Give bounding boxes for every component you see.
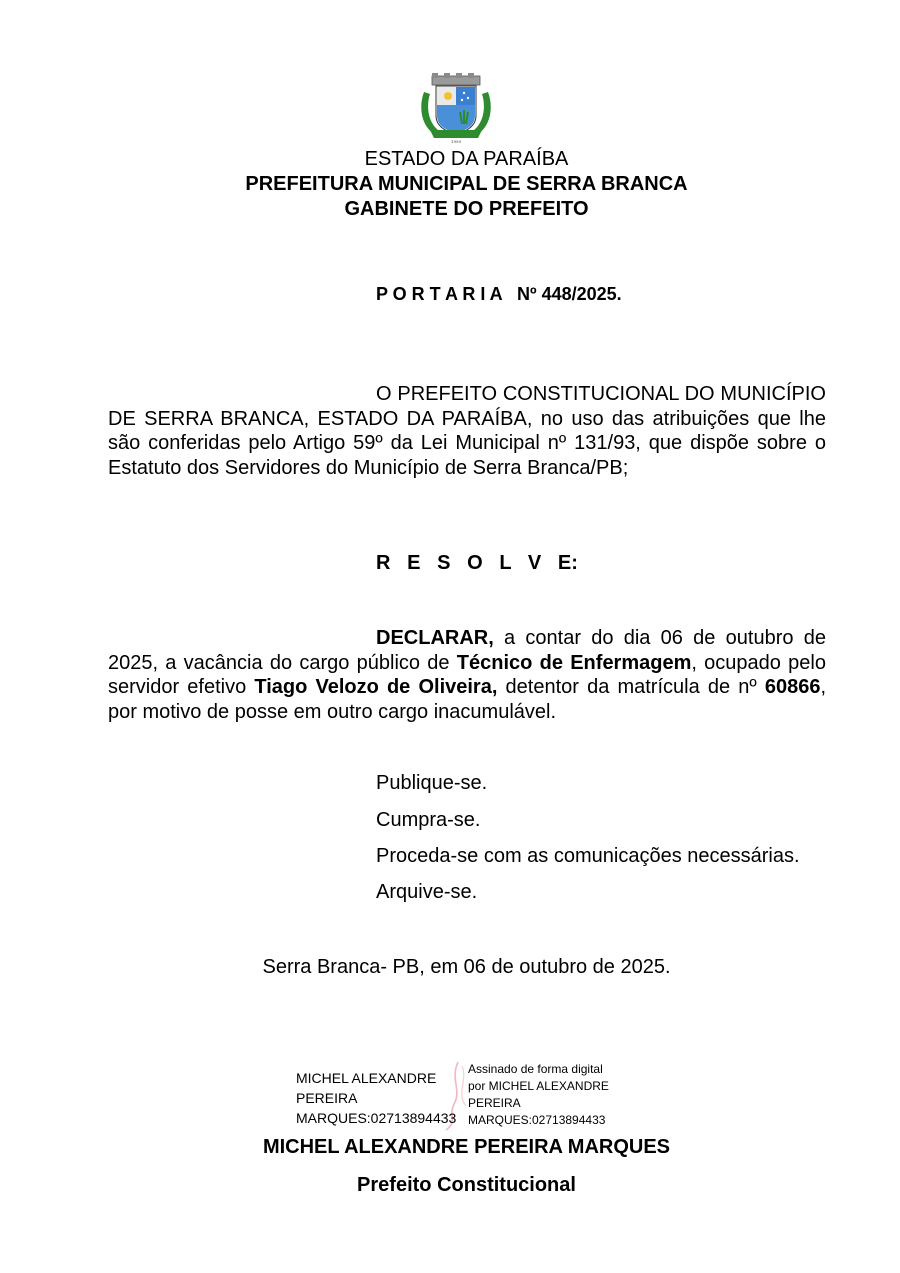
decision-paragraph bbox=[108, 626, 826, 724]
decision-text-4: , por motivo de posse em outro cargo inacumulável. bbox=[108, 676, 827, 723]
closing-line: Cumpra-se. bbox=[376, 809, 481, 831]
decision-cargo: Técnico de Enfermagem bbox=[456, 651, 692, 674]
decision-matricula: 60866 bbox=[764, 676, 821, 698]
decision-text-3: detentor da matrícula de nº bbox=[497, 676, 765, 698]
state-heading: ESTADO DA PARAÍBA bbox=[364, 148, 569, 170]
crest-year: 1959 bbox=[450, 139, 462, 144]
signer-role: Prefeito Constitucional bbox=[357, 1174, 576, 1196]
portaria-title: P O R T A R I A Nº 448/2025. bbox=[376, 284, 622, 304]
preamble-paragraph: O PREFEITO CONSTITUCIONAL DO MUNICÍPIO DE SERRA BRANCA, ESTADO DA PARAÍBA, no uso das atribuições que lhe são conferidas pelo Artigo 59º da Lei Municipal nº 131/93, que dispõe sobre o Estatuto dos Servidores do Município de Serra Branca/PB; bbox=[108, 383, 826, 479]
signature-right-line: Assinado de forma digital bbox=[468, 1062, 603, 1076]
digital-signature-name bbox=[296, 1068, 466, 1128]
signer-name: MICHEL ALEXANDRE PEREIRA MARQUES bbox=[262, 1136, 671, 1158]
decision-text-1: a contar do dia 06 de outubro de 2025, a vacância do cargo público de bbox=[108, 627, 826, 674]
closing-line: Arquive-se. bbox=[376, 881, 478, 903]
gabinete-heading: GABINETE DO PREFEITO bbox=[344, 198, 589, 220]
resolve-heading: R E S O L V E: bbox=[376, 552, 578, 574]
signature-left-line: PEREIRA bbox=[296, 1090, 358, 1106]
municipal-crest-icon bbox=[418, 72, 494, 144]
closing-line: Proceda-se com as comunicações necessárias. bbox=[376, 845, 800, 867]
prefeitura-heading: PREFEITURA MUNICIPAL DE SERRA BRANCA bbox=[245, 173, 688, 195]
signature-right-line: por MICHEL ALEXANDRE bbox=[468, 1079, 609, 1093]
closing-line: Publique-se. bbox=[376, 772, 488, 794]
digital-signature-info bbox=[468, 1061, 638, 1129]
decision-verb: DECLARAR, bbox=[376, 627, 494, 649]
decision-servidor: Tiago Velozo de Oliveira, bbox=[254, 676, 498, 698]
signature-right-line: MARQUES:02713894433 bbox=[468, 1113, 606, 1127]
place-date: Serra Branca- PB, em 06 de outubro de 2025. bbox=[262, 956, 671, 978]
signature-left-line: MARQUES:02713894433 bbox=[296, 1110, 457, 1126]
decision-text-2: , ocupado pelo servidor efetivo bbox=[108, 651, 826, 698]
signature-right-line: PEREIRA bbox=[468, 1096, 521, 1110]
signature-left-line: MICHEL ALEXANDRE bbox=[296, 1070, 437, 1086]
